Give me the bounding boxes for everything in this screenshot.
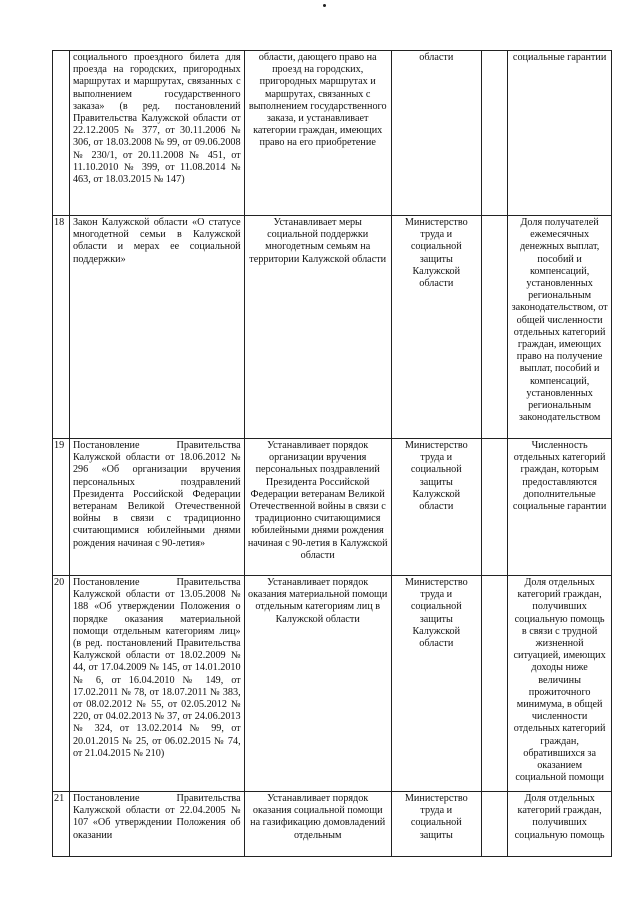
- row-number: 20: [53, 576, 70, 792]
- empty-cell: [481, 792, 507, 857]
- legal-act: Постановление Правительства Калужской области от 22.04.2005 № 107 «Об утверждении Положения об оказании: [69, 792, 244, 857]
- table-row: [53, 51, 612, 216]
- act-description: Устанавливает порядок оказания материальной помощи отдельным категориям лиц в Калужской области: [244, 576, 391, 792]
- target-indicator: Доля отдельных категорий граждан, получивших социальную помощь: [508, 792, 612, 857]
- row-number: 18: [53, 216, 70, 439]
- table-row: [53, 576, 612, 792]
- row-number: 19: [53, 439, 70, 576]
- row-number: [53, 51, 70, 216]
- empty-cell: [481, 576, 507, 792]
- legal-act: Постановление Правительства Калужской области от 18.06.2012 № 296 «Об организации вручения персональных поздравлений Президента Российской Федерации ветеранам Великой Отечественной войны в связи с традиционно считающимися юбилейными днями рождения начиная с 90-летия»: [69, 439, 244, 576]
- target-indicator: социальные гарантии: [508, 51, 612, 216]
- act-description: Устанавливает порядок организации вручения персональных поздравлений Президента Российской Федерации ветеранам Великой Отечественной войны в связи с традиционно считающимися юбилейными днями рождения начиная с 90-летия в Калужской области: [244, 439, 391, 576]
- empty-cell: [481, 51, 507, 216]
- table-row: [53, 216, 612, 439]
- act-description: области, дающего право на проезд на городских, пригородных маршрутах и маршрутах, связанных с выполнением государственного заказа, и устанавливает категории граждан, имеющих право на его приобретение: [244, 51, 391, 216]
- legal-act: социального проездного билета для проезда на городских, пригородных маршрутах и маршрутах, связанных с выполнением государственного заказа» (в ред. постановлений Правительства Калужской области от 22.12.2005 № 377, от 30.11.2006 № 306, от 18.03.2008 № 99, от 09.06.2008 № 230/1, от 20.11.2008 № 451, от 11.10.2010 № 399, от 11.08.2014 № 463, от 18.03.2015 № 147): [69, 51, 244, 216]
- responsible-executor: Министерство труда и социальной защиты Калужской области: [391, 576, 481, 792]
- page-mark: [323, 4, 326, 7]
- table-row: [53, 792, 612, 857]
- target-indicator: Численность отдельных категорий граждан, которым предоставляются дополнительные социальные гарантии: [508, 439, 612, 576]
- responsible-executor: области: [391, 51, 481, 216]
- programs-table: [52, 50, 612, 857]
- legal-act: Закон Калужской области «О статусе многодетной семьи в Калужской области и мерах ее социальной поддержки»: [69, 216, 244, 439]
- empty-cell: [481, 216, 507, 439]
- row-number: 21: [53, 792, 70, 857]
- target-indicator: Доля получателей ежемесячных денежных выплат, пособий и компенсаций, установленных региональным законодательством, от общей численности отдельных категорий граждан, имеющих право на получение выплат, пособий и компенсаций, установленных региональным законодательством: [508, 216, 612, 439]
- empty-cell: [481, 439, 507, 576]
- act-description: Устанавливает меры социальной поддержки многодетным семьям на территории Калужской области: [244, 216, 391, 439]
- responsible-executor: Министерство труда и социальной защиты: [391, 792, 481, 857]
- act-description: Устанавливает порядок оказания социальной помощи на газификацию домовладений отдельным: [244, 792, 391, 857]
- target-indicator: Доля отдельных категорий граждан, получивших социальную помощь в связи с трудной жизненной ситуацией, имеющих доходы ниже величины прожиточного минимума, в общей численности отдельных категорий граждан, обратившихся за оказанием социальной помощи: [508, 576, 612, 792]
- legal-act: Постановление Правительства Калужской области от 13.05.2008 № 188 «Об утверждении Положения о порядке оказания материальной помощи отдельным категориям лиц» (в ред. постановлений Правительства Калужской области от 18.02.2009 № 44, от 17.04.2009 № 145, от 14.01.2010 № 6, от 16.04.2010 № 149, от 17.02.2011 № 78, от 18.07.2011 № 383, от 08.02.2012 № 55, от 02.05.2012 № 220, от 04.02.2013 № 37, от 24.06.2013 № 324, от 13.02.2014 № 99, от 20.01.2015 № 25, от 06.02.2015 № 74, от 21.04.2015 № 210): [69, 576, 244, 792]
- responsible-executor: Министерство труда и социальной защиты Калужской области: [391, 439, 481, 576]
- responsible-executor: Министерство труда и социальной защиты Калужской области: [391, 216, 481, 439]
- table-row: [53, 439, 612, 576]
